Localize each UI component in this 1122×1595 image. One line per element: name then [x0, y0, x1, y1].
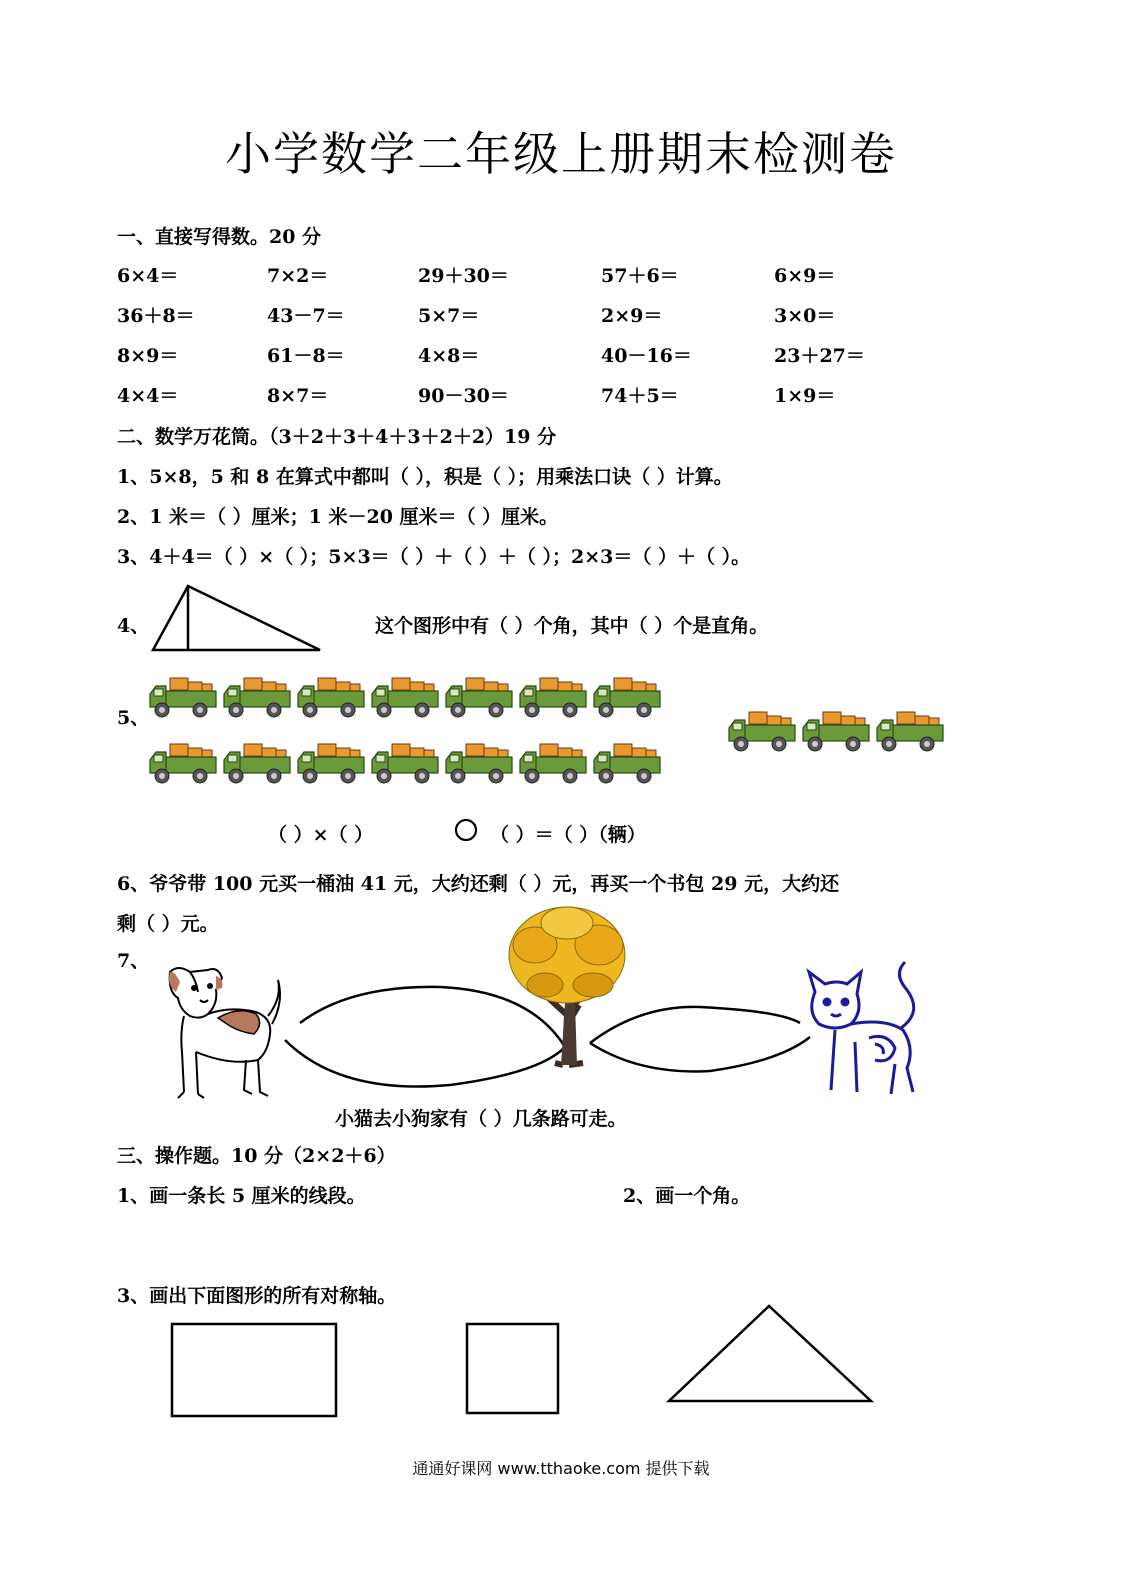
calc-item: 2×9＝	[601, 305, 663, 327]
truck-icon	[222, 674, 294, 720]
calc-item: 3×0＝	[774, 305, 836, 327]
isosceles-triangle-shape	[665, 1303, 875, 1405]
question-6-line-1: 6、爷爷带 100 元买一桶油 41 元，大约还剩（ ）元，再买一个书包 29 元，大约还	[117, 873, 840, 895]
page-title: 小学数学二年级上册期末检测卷	[225, 127, 897, 181]
truck-icon	[518, 674, 590, 720]
truck-icon	[444, 674, 516, 720]
question-2: 2、1 米＝（ ）厘米；1 米－20 厘米＝（ ）厘米。	[117, 506, 559, 528]
circle-operator-icon	[453, 817, 479, 843]
calc-item: 40－16＝	[601, 345, 692, 367]
truck-icon	[801, 708, 873, 754]
operation-3: 3、画出下面图形的所有对称轴。	[117, 1285, 397, 1307]
truck-icon	[592, 674, 664, 720]
right-triangle-figure	[150, 584, 325, 654]
section-1-heading: 一、直接写得数。20 分	[117, 226, 322, 248]
calc-item: 90－30＝	[418, 385, 509, 407]
section-3-heading: 三、操作题。10 分（2×2＋6）	[117, 1145, 396, 1167]
calc-item: 8×7＝	[267, 385, 329, 407]
question-5-eq-b: （ ）＝（ ）（辆）	[490, 824, 646, 846]
truck-icon	[222, 740, 294, 786]
calc-item: 29＋30＝	[418, 265, 509, 287]
operation-1: 1、画一条长 5 厘米的线段。	[117, 1185, 366, 1207]
calc-item: 7×2＝	[267, 265, 329, 287]
truck-icon	[875, 708, 947, 754]
calc-item: 61－8＝	[267, 345, 345, 367]
truck-icon	[444, 740, 516, 786]
question-5-eq-a: （ ）×（ ）	[268, 824, 374, 846]
square-shape	[465, 1322, 561, 1416]
calc-item: 57＋6＝	[601, 265, 679, 287]
tree-illustration	[505, 905, 635, 1065]
footer-credit: 通通好课网 www.tthaoke.com 提供下载	[412, 1459, 710, 1478]
truck-icon	[518, 740, 590, 786]
question-7-number: 7、	[117, 950, 150, 972]
truck-icon	[370, 674, 442, 720]
question-1: 1、5×8，5 和 8 在算式中都叫（ ），积是（ ）；用乘法口诀（ ）计算。	[117, 466, 733, 488]
truck-icon	[296, 674, 368, 720]
question-4-number: 4、	[117, 615, 150, 637]
calc-item: 5×7＝	[418, 305, 480, 327]
calc-item: 74＋5＝	[601, 385, 679, 407]
question-3: 3、4＋4＝（ ）×（ ）；5×3＝（ ）＋（ ）＋（ ）；2×3＝（ ）＋（ ）。	[117, 546, 751, 568]
truck-icon	[727, 708, 799, 754]
calc-item: 4×8＝	[418, 345, 480, 367]
dog-illustration	[160, 962, 285, 1107]
operation-2: 2、画一个角。	[623, 1185, 751, 1207]
calc-item: 36＋8＝	[117, 305, 195, 327]
truck-icon	[592, 740, 664, 786]
cat-illustration	[795, 952, 925, 1100]
truck-icon	[148, 674, 220, 720]
question-5-number: 5、	[117, 707, 150, 729]
calc-item: 23＋27＝	[774, 345, 865, 367]
truck-icon	[296, 740, 368, 786]
question-6-line-2: 剩（ ）元。	[117, 913, 219, 935]
question-7-text: 小猫去小狗家有（ ）几条路可走。	[335, 1108, 627, 1130]
calc-item: 1×9＝	[774, 385, 836, 407]
section-2-heading: 二、数学万花筒。（3＋2＋3＋4＋3＋2＋2）19 分	[117, 426, 557, 448]
calc-item: 8×9＝	[117, 345, 179, 367]
question-4-text: 这个图形中有（ ）个角，其中（ ）个是直角。	[375, 615, 769, 637]
calc-item: 6×9＝	[774, 265, 836, 287]
truck-icon	[148, 740, 220, 786]
calc-item: 4×4＝	[117, 385, 179, 407]
calc-item: 43－7＝	[267, 305, 345, 327]
calc-item: 6×4＝	[117, 265, 179, 287]
rectangle-shape	[170, 1322, 340, 1420]
truck-icon	[370, 740, 442, 786]
